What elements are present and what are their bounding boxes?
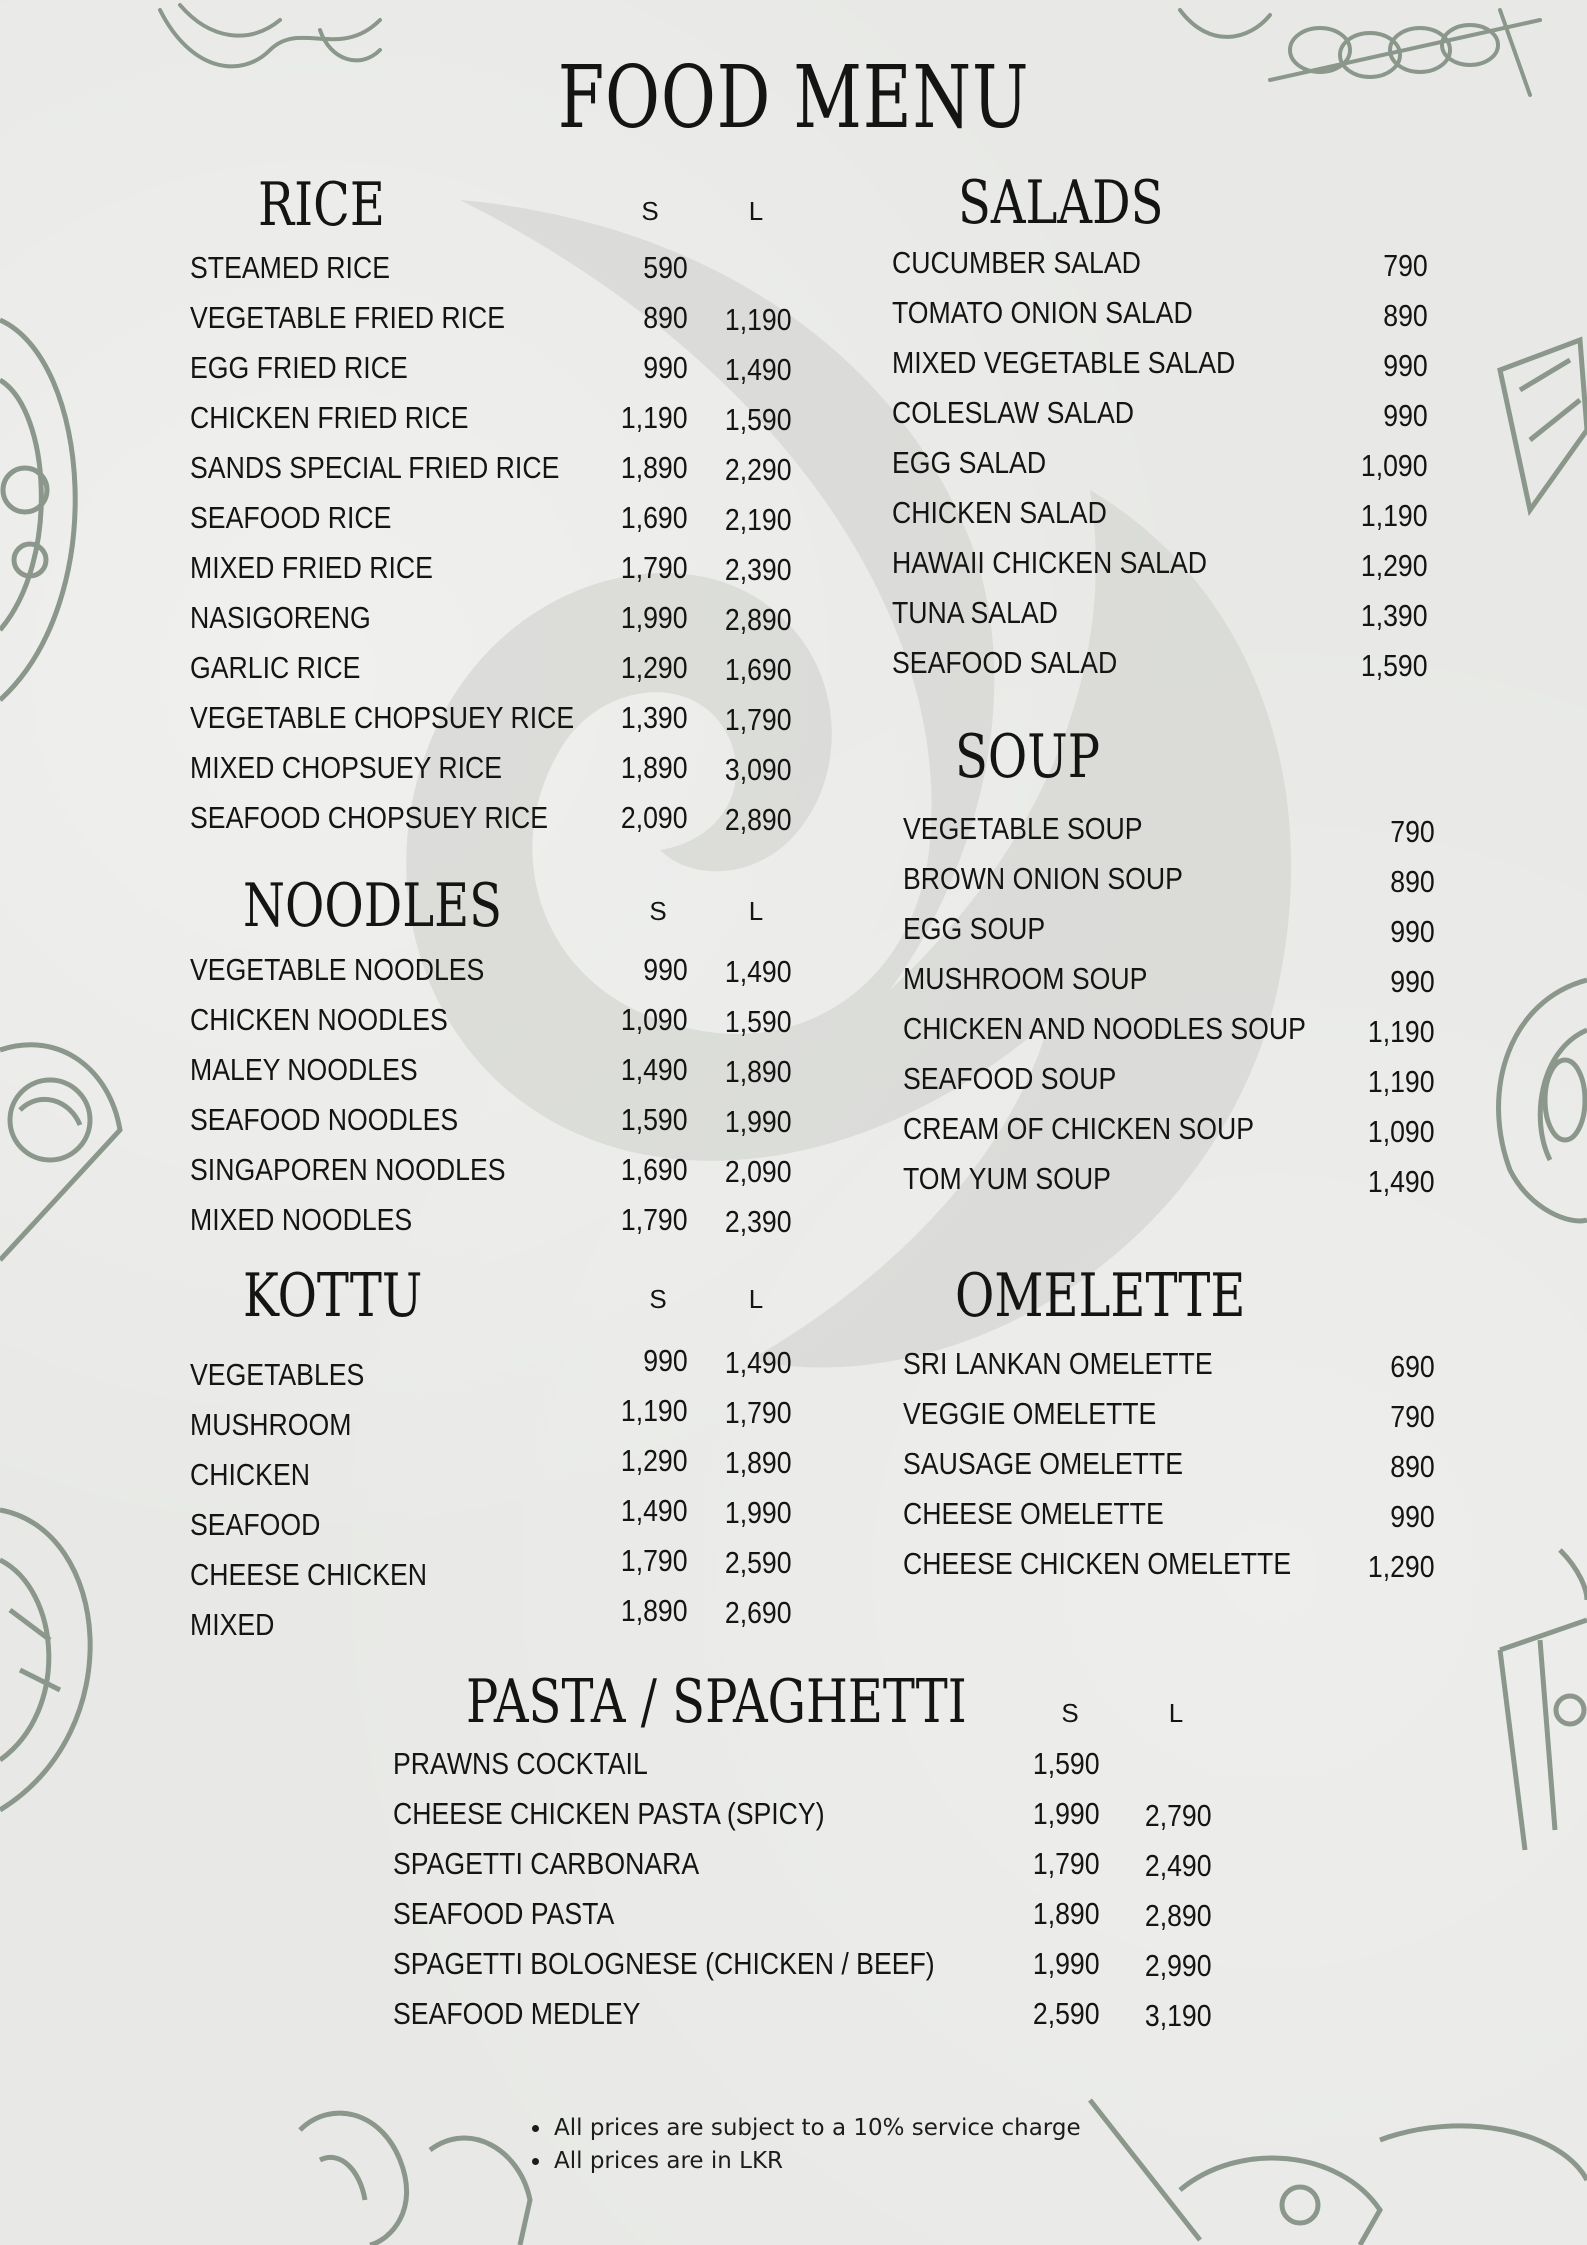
menu-item-name: VEGGIE OMELETTE — [903, 1396, 1157, 1431]
menu-item-name: COLESLAW SALAD — [892, 395, 1135, 430]
sketch-bottom-right — [1080, 2090, 1587, 2245]
price-large: 2,890 — [1145, 1898, 1212, 1933]
price-large: 2,790 — [1145, 1798, 1212, 1833]
menu-item-name: MIXED VEGETABLE SALAD — [892, 345, 1236, 380]
menu-item-name: MUSHROOM SOUP — [903, 961, 1148, 996]
price: 1,190 — [1368, 1014, 1435, 1049]
price-large: 1,190 — [725, 302, 792, 337]
menu-item-name: VEGETABLE CHOPSUEY RICE — [190, 700, 575, 735]
price: 990 — [1390, 964, 1435, 999]
menu-item-row — [0, 1946, 1587, 1996]
section-title-omelette: OMELETTE — [955, 1261, 1246, 1331]
section-title-salads: SALADS — [958, 168, 1164, 238]
price-large: 2,190 — [725, 502, 792, 537]
note-currency: All prices are in LKR — [530, 2145, 1081, 2178]
price-small: 1,790 — [621, 1543, 688, 1578]
menu-item-name: CHICKEN FRIED RICE — [190, 400, 469, 435]
section-title-noodles: NOODLES — [243, 871, 502, 941]
price-large: 2,990 — [1145, 1948, 1212, 1983]
menu-item-row — [0, 1896, 1587, 1946]
price-large: 2,390 — [725, 1204, 792, 1239]
footer-notes — [530, 2112, 1081, 2178]
price-large: 1,490 — [725, 352, 792, 387]
note-service-charge: All prices are subject to a 10% service charge — [530, 2112, 1081, 2145]
menu-item-row — [0, 1011, 1587, 1061]
price: 990 — [1383, 398, 1428, 433]
menu-item-name: SINGAPOREN NOODLES — [190, 1152, 506, 1187]
menu-item-name: MALEY NOODLES — [190, 1052, 418, 1087]
price-small: 1,790 — [621, 550, 688, 585]
menu-item-name: PRAWNS COCKTAIL — [393, 1746, 648, 1781]
menu-item-row — [0, 1346, 1587, 1396]
price-large: 1,790 — [725, 1395, 792, 1430]
price-small: 1,990 — [1033, 1946, 1100, 1981]
price-small: 1,390 — [621, 700, 688, 735]
price-small: 1,090 — [621, 1002, 688, 1037]
price-large: 1,690 — [725, 652, 792, 687]
menu-item-row — [0, 1796, 1587, 1846]
price-small: 590 — [643, 250, 688, 285]
price-large: 2,890 — [725, 802, 792, 837]
menu-item-row — [0, 595, 1587, 645]
price-small: 990 — [643, 952, 688, 987]
menu-item-row — [0, 1546, 1587, 1596]
menu-item-row — [0, 395, 1587, 445]
menu-item-name: MIXED NOODLES — [190, 1202, 413, 1237]
menu-item-name: GARLIC RICE — [190, 650, 361, 685]
menu-item-name: SRI LANKAN OMELETTE — [903, 1346, 1213, 1381]
price: 890 — [1383, 298, 1428, 333]
menu-item-name: VEGETABLE FRIED RICE — [190, 300, 506, 335]
price: 790 — [1383, 248, 1428, 283]
section-title-kottu: KOTTU — [243, 1261, 423, 1331]
price: 1,290 — [1368, 1549, 1435, 1584]
size-header-s: S — [649, 1284, 667, 1314]
price-small: 2,590 — [1033, 1996, 1100, 2031]
menu-item-name: MIXED FRIED RICE — [190, 550, 433, 585]
menu-item-name: SEAFOOD NOODLES — [190, 1102, 459, 1137]
price-small: 990 — [643, 350, 688, 385]
price-small: 1,890 — [621, 450, 688, 485]
menu-item-name: CUCUMBER SALAD — [892, 245, 1141, 280]
price: 790 — [1390, 814, 1435, 849]
menu-item-name: CHEESE CHICKEN — [190, 1557, 428, 1592]
menu-item-row — [0, 545, 1587, 595]
menu-item-name: TOMATO ONION SALAD — [892, 295, 1193, 330]
menu-item-row — [0, 495, 1587, 545]
menu-item-name: SEAFOOD — [190, 1507, 321, 1542]
price-large: 1,890 — [725, 1445, 792, 1480]
price-large: 2,890 — [725, 602, 792, 637]
price-large: 2,690 — [725, 1595, 792, 1630]
price-large: 2,590 — [725, 1545, 792, 1580]
price-small: 1,490 — [621, 1052, 688, 1087]
menu-item-name: CHEESE CHICKEN PASTA (SPICY) — [393, 1796, 825, 1831]
price-large: 1,590 — [725, 1004, 792, 1039]
price-small: 1,990 — [1033, 1796, 1100, 1831]
price: 990 — [1390, 914, 1435, 949]
menu-item-row — [0, 1496, 1587, 1546]
menu-item-name: SEAFOOD SALAD — [892, 645, 1118, 680]
price: 1,490 — [1368, 1164, 1435, 1199]
size-header-l: L — [748, 196, 764, 226]
menu-item-name: VEGETABLES — [190, 1357, 365, 1392]
size-header-l: L — [748, 1284, 764, 1314]
price-large: 3,090 — [725, 752, 792, 787]
menu-item-name: SAUSAGE OMELETTE — [903, 1446, 1183, 1481]
menu-item-name: CHICKEN AND NOODLES SOUP — [903, 1011, 1306, 1046]
menu-item-row — [0, 1846, 1587, 1896]
price-small: 990 — [643, 1343, 688, 1378]
menu-item-row — [0, 1746, 1587, 1796]
price-large: 1,590 — [725, 402, 792, 437]
price-small: 1,990 — [621, 600, 688, 635]
menu-item-row — [0, 700, 1587, 750]
menu-item-row — [0, 1593, 1587, 1643]
size-header-s: S — [641, 196, 659, 226]
menu-item-name: TOM YUM SOUP — [903, 1161, 1111, 1196]
price-large: 2,490 — [1145, 1848, 1212, 1883]
section-title-soup: SOUP — [955, 722, 1100, 792]
price-large: 3,190 — [1145, 1998, 1212, 2033]
menu-item-name: CHICKEN — [190, 1457, 310, 1492]
menu-item-name: SEAFOOD MEDLEY — [393, 1996, 641, 2031]
price-small: 1,890 — [1033, 1896, 1100, 1931]
menu-item-row — [0, 1061, 1587, 1111]
price: 890 — [1390, 864, 1435, 899]
menu-item-row — [0, 1111, 1587, 1161]
menu-title: FOOD MENU — [557, 48, 1030, 148]
price-small: 2,090 — [621, 800, 688, 835]
menu-item-name: MIXED — [190, 1607, 275, 1642]
section-title-rice: RICE — [258, 170, 385, 240]
menu-item-row — [0, 861, 1587, 911]
menu-item-row — [0, 345, 1587, 395]
price-small: 1,190 — [621, 1393, 688, 1428]
menu-item-name: CHICKEN NOODLES — [190, 1002, 448, 1037]
menu-item-name: CREAM OF CHICKEN SOUP — [903, 1111, 1255, 1146]
price: 890 — [1390, 1449, 1435, 1484]
sketch-bottom-left — [290, 2090, 540, 2245]
menu-item-row — [0, 1396, 1587, 1446]
menu-item-row — [0, 811, 1587, 861]
menu-item-name: EGG FRIED RICE — [190, 350, 408, 385]
menu-item-name: SEAFOOD RICE — [190, 500, 392, 535]
menu-item-name: SANDS SPECIAL FRIED RICE — [190, 450, 560, 485]
price-small: 1,590 — [621, 1102, 688, 1137]
menu-item-name: BROWN ONION SOUP — [903, 861, 1183, 896]
price: 1,190 — [1361, 498, 1428, 533]
price-small: 1,790 — [1033, 1846, 1100, 1881]
price: 690 — [1390, 1349, 1435, 1384]
size-header-s: S — [1061, 1698, 1079, 1728]
price-large: 1,790 — [725, 702, 792, 737]
price-small: 1,690 — [621, 1152, 688, 1187]
menu-item-row — [0, 750, 1587, 800]
price-small: 1,590 — [1033, 1746, 1100, 1781]
price-large: 2,390 — [725, 552, 792, 587]
price: 1,190 — [1368, 1064, 1435, 1099]
price: 1,390 — [1361, 598, 1428, 633]
menu-item-name: HAWAII CHICKEN SALAD — [892, 545, 1208, 580]
price-small: 1,890 — [621, 750, 688, 785]
price-small: 1,490 — [621, 1493, 688, 1528]
menu-item-name: CHEESE CHICKEN OMELETTE — [903, 1546, 1292, 1581]
menu-item-row — [0, 445, 1587, 495]
price-large: 1,990 — [725, 1495, 792, 1530]
menu-item-name: CHICKEN SALAD — [892, 495, 1107, 530]
menu-item-name: VEGETABLE NOODLES — [190, 952, 485, 987]
price-small: 1,290 — [621, 650, 688, 685]
price-small: 1,790 — [621, 1202, 688, 1237]
menu-item-name: MIXED CHOPSUEY RICE — [190, 750, 503, 785]
price-small: 1,890 — [621, 1593, 688, 1628]
price-small: 1,190 — [621, 400, 688, 435]
menu-item-row — [0, 961, 1587, 1011]
price: 790 — [1390, 1399, 1435, 1434]
menu-item-row — [0, 1996, 1587, 2046]
price: 990 — [1383, 348, 1428, 383]
price-large: 1,490 — [725, 1345, 792, 1380]
size-header-s: S — [649, 896, 667, 926]
menu-item-row — [0, 911, 1587, 961]
price: 1,090 — [1368, 1114, 1435, 1149]
price-small: 890 — [643, 300, 688, 335]
price: 1,290 — [1361, 548, 1428, 583]
menu-item-name: SEAFOOD CHOPSUEY RICE — [190, 800, 549, 835]
menu-item-name: SPAGETTI BOLOGNESE (CHICKEN / BEEF) — [393, 1946, 935, 1981]
menu-item-row — [0, 295, 1587, 345]
price-large: 1,990 — [725, 1104, 792, 1139]
section-title-pasta: PASTA / SPAGHETTI — [466, 1667, 967, 1737]
menu-item-row — [0, 245, 1587, 295]
menu-item-name: SPAGETTI CARBONARA — [393, 1846, 700, 1881]
price-large: 1,490 — [725, 954, 792, 989]
menu-item-name: SEAFOOD SOUP — [903, 1061, 1117, 1096]
menu-item-name: STEAMED RICE — [190, 250, 390, 285]
menu-item-name: VEGETABLE SOUP — [903, 811, 1143, 846]
price: 990 — [1390, 1499, 1435, 1534]
menu-item-name: MUSHROOM — [190, 1407, 352, 1442]
size-header-l: L — [1168, 1698, 1184, 1728]
price-large: 2,290 — [725, 452, 792, 487]
menu-item-name: TUNA SALAD — [892, 595, 1058, 630]
menu-item-row — [0, 1446, 1587, 1496]
menu-item-name: SEAFOOD PASTA — [393, 1896, 615, 1931]
menu-item-row — [0, 1161, 1587, 1211]
price: 1,090 — [1361, 448, 1428, 483]
size-header-l: L — [748, 896, 764, 926]
price-small: 1,690 — [621, 500, 688, 535]
menu-item-name: EGG SOUP — [903, 911, 1046, 946]
menu-item-name: NASIGORENG — [190, 600, 371, 635]
menu-item-name: EGG SALAD — [892, 445, 1047, 480]
menu-item-name: CHEESE OMELETTE — [903, 1496, 1164, 1531]
price-small: 1,290 — [621, 1443, 688, 1478]
price: 1,590 — [1361, 648, 1428, 683]
price-large: 1,890 — [725, 1054, 792, 1089]
price-large: 2,090 — [725, 1154, 792, 1189]
menu-item-row — [0, 645, 1587, 695]
